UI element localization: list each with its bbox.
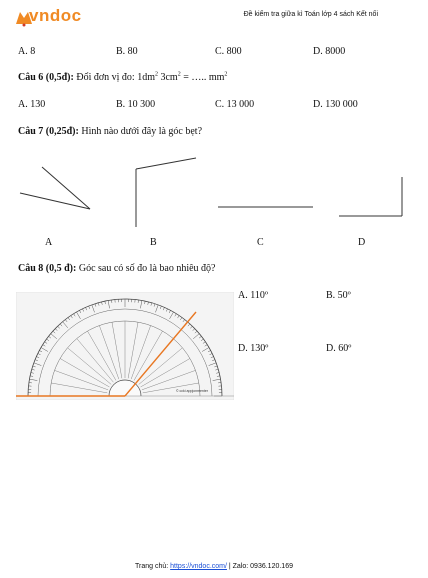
q8-option-c: D. 130º	[238, 343, 269, 354]
q5-option-a: A. 8	[18, 46, 36, 57]
q7-question	[18, 126, 202, 137]
q6-label: Câu 6 (0,5đ):	[18, 72, 74, 83]
q6-option-b: B. 10 300	[116, 99, 156, 110]
figure-label-b: B	[150, 237, 157, 248]
footer-suffix: | Zalo: 0936.120.169	[226, 563, 293, 570]
figure-label-d: D	[358, 237, 366, 248]
q8-option-b: B. 50º	[326, 290, 351, 301]
protractor-caption: © ccki appjonmenter	[176, 389, 208, 393]
homepage-link[interactable]: https://vndoc.com/	[170, 563, 227, 570]
q8-option-a: A. 110º	[238, 290, 268, 301]
q8-question	[18, 263, 215, 274]
q6-sup3: 2	[224, 71, 228, 78]
q5-option-d: D. 8000	[313, 46, 346, 57]
q6-sup1: 2	[154, 71, 158, 78]
q8-label: Câu 8 (0,5 đ):	[18, 263, 77, 274]
protractor-figure	[16, 292, 234, 400]
angle-figure-b	[136, 158, 196, 227]
document-title: Đề kiểm tra giữa kì Toán lớp 4 sách Kết nối	[243, 11, 378, 18]
q7-text: Hình nào dưới đây là góc bẹt?	[81, 126, 203, 137]
figure-label-c: C	[257, 237, 264, 248]
q6-option-c: C. 13 000	[215, 99, 255, 110]
q6-option-a: A. 130	[18, 99, 46, 110]
q5-option-c: C. 800	[215, 46, 242, 57]
q8-text: Góc sau có số đo là bao nhiêu độ?	[78, 263, 216, 274]
q7-label: Câu 7 (0,25đ):	[18, 126, 79, 137]
q5-option-b: B. 80	[116, 46, 138, 57]
q6-sup2: 2	[177, 71, 181, 78]
angle-figure-d	[339, 177, 402, 216]
q6-text-after: = ….. mm	[180, 72, 225, 83]
angle-figure-a	[20, 167, 90, 209]
angle-figures	[0, 150, 428, 240]
page-footer	[0, 563, 428, 570]
footer-prefix: Trang chủ:	[134, 563, 171, 570]
q6-option-d: D. 130 000	[313, 99, 358, 110]
q8-option-d: D. 60º	[326, 343, 352, 354]
q6-text-mid: 3cm	[157, 72, 178, 83]
brand-name: vndoc	[29, 6, 82, 25]
figure-label-a: A	[45, 237, 53, 248]
q6-question	[18, 72, 227, 83]
q6-text-before: Đổi đơn vị đo: 1dm	[76, 72, 155, 83]
